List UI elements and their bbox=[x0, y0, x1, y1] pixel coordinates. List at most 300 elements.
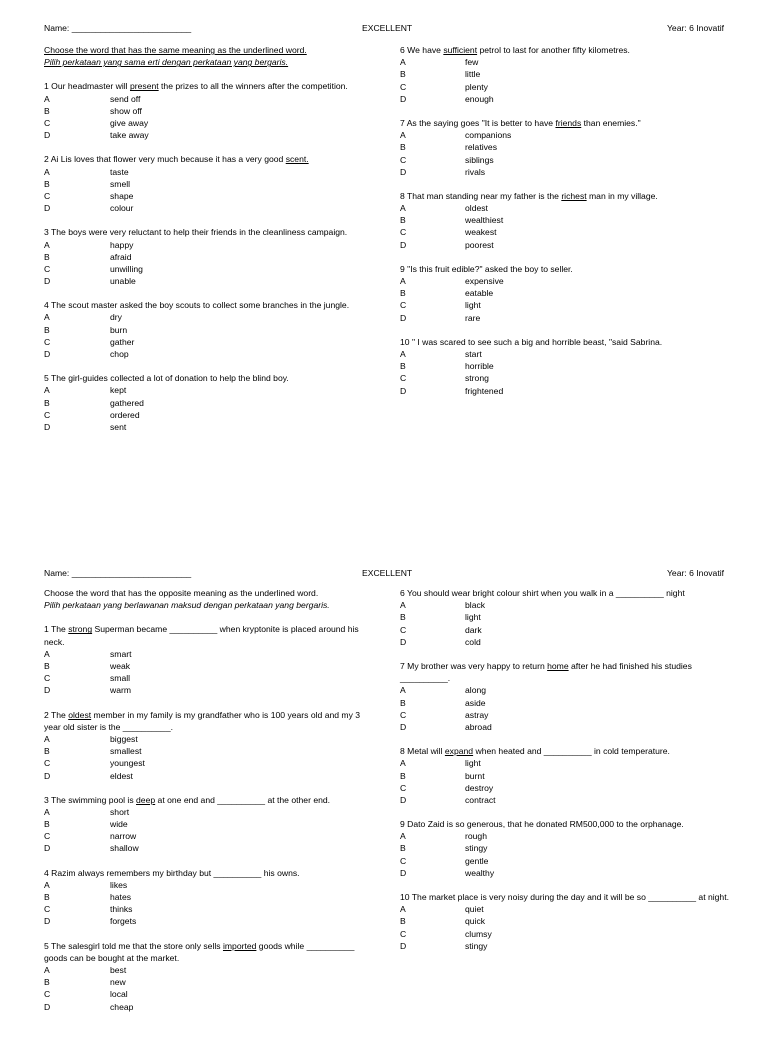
option-text: destroy bbox=[465, 782, 494, 793]
answer-option-a[interactable] bbox=[400, 684, 730, 696]
option-text: take away bbox=[110, 130, 149, 141]
option-letter: D bbox=[44, 203, 51, 214]
option-letter: D bbox=[44, 276, 51, 287]
option-letter: D bbox=[400, 867, 407, 878]
option-letter: C bbox=[400, 81, 407, 92]
option-letter: B bbox=[400, 697, 406, 708]
option-letter: A bbox=[400, 685, 406, 696]
option-letter: A bbox=[400, 758, 406, 769]
left-column bbox=[44, 587, 364, 1013]
answer-option-a[interactable] bbox=[44, 239, 364, 251]
answer-option-a[interactable] bbox=[44, 166, 364, 178]
option-text: thinks bbox=[110, 904, 133, 915]
question-2 bbox=[44, 709, 364, 782]
option-letter: B bbox=[400, 142, 406, 153]
option-text: frightened bbox=[465, 385, 504, 396]
question-2 bbox=[44, 153, 364, 214]
name-field-label: Name: _________________________ bbox=[44, 568, 192, 578]
answer-option-b[interactable] bbox=[400, 697, 730, 709]
answer-option-a[interactable] bbox=[400, 275, 730, 287]
option-letter: A bbox=[400, 203, 406, 214]
answer-option-d[interactable] bbox=[400, 166, 730, 178]
option-letter: C bbox=[44, 336, 51, 347]
option-letter: A bbox=[44, 385, 50, 396]
option-text: kept bbox=[110, 385, 127, 396]
option-text: rare bbox=[465, 312, 481, 323]
option-text: smallest bbox=[110, 746, 142, 757]
option-letter: B bbox=[44, 661, 50, 671]
question-stem: 10 The market place is very noisy during the day and it will be so __________ at night. bbox=[400, 892, 729, 903]
question-10 bbox=[400, 336, 730, 397]
option-letter: B bbox=[44, 892, 50, 903]
option-letter: B bbox=[44, 746, 50, 757]
option-letter: C bbox=[400, 709, 407, 720]
option-text: shallow bbox=[110, 843, 139, 854]
option-text: smart bbox=[110, 648, 132, 659]
answer-option-b[interactable] bbox=[44, 251, 364, 263]
answer-option-c[interactable] bbox=[44, 263, 364, 275]
option-letter: D bbox=[44, 843, 51, 854]
option-text: relatives bbox=[465, 142, 497, 153]
answer-option-c[interactable] bbox=[44, 988, 364, 1000]
option-text: unwilling bbox=[110, 263, 143, 274]
question-stem: 7 My brother was very happy to return home after he had finished his studies __________. bbox=[400, 660, 692, 684]
answer-option-a[interactable] bbox=[44, 384, 364, 396]
answer-option-c[interactable] bbox=[400, 372, 730, 384]
option-letter: D bbox=[44, 130, 51, 141]
option-text: eatable bbox=[465, 288, 494, 299]
instruction-malay: Pilih perkataan yang berlawanan maksud dengan perkataan yang bergaris. bbox=[44, 600, 330, 611]
option-text: aside bbox=[465, 697, 486, 708]
option-letter: C bbox=[44, 831, 51, 842]
underlined-word: richest bbox=[561, 190, 587, 201]
option-text: stingy bbox=[465, 940, 488, 951]
option-text: astray bbox=[465, 709, 489, 720]
answer-option-b[interactable] bbox=[400, 214, 730, 226]
answer-option-b[interactable] bbox=[400, 770, 730, 782]
option-text: sent bbox=[110, 421, 127, 432]
option-letter: D bbox=[400, 721, 407, 732]
answer-option-d[interactable] bbox=[44, 129, 364, 141]
option-letter: D bbox=[44, 685, 51, 696]
answer-option-c[interactable] bbox=[44, 903, 364, 915]
question-10 bbox=[400, 891, 730, 952]
option-letter: B bbox=[44, 178, 50, 189]
question-stem: 3 The boys were very reluctant to help their friends in the cleanliness campaign. bbox=[44, 227, 348, 238]
option-text: black bbox=[465, 600, 486, 611]
answer-option-d[interactable] bbox=[44, 915, 364, 927]
option-text: smell bbox=[110, 178, 131, 189]
option-letter: D bbox=[400, 93, 407, 104]
answer-option-d[interactable] bbox=[44, 275, 364, 287]
option-letter: B bbox=[44, 324, 50, 335]
option-text: little bbox=[465, 69, 481, 80]
underlined-word: scent. bbox=[285, 154, 309, 165]
question-4 bbox=[44, 867, 364, 928]
option-letter: C bbox=[400, 373, 407, 384]
question-stem: 9 "Is this fruit edible?" asked the boy to seller. bbox=[400, 263, 573, 274]
question-7 bbox=[400, 117, 730, 178]
answer-option-c[interactable] bbox=[44, 409, 364, 421]
option-letter: D bbox=[400, 312, 407, 323]
answer-option-b[interactable] bbox=[400, 287, 730, 299]
option-letter: A bbox=[44, 312, 50, 323]
option-text: biggest bbox=[110, 733, 138, 744]
answer-option-c[interactable] bbox=[44, 336, 364, 348]
option-text: chop bbox=[110, 349, 129, 360]
option-letter: B bbox=[44, 251, 50, 262]
option-text: best bbox=[110, 965, 127, 976]
worksheet-opposite-meaning bbox=[0, 567, 768, 1047]
option-letter: B bbox=[400, 612, 406, 623]
underlined-word: present bbox=[129, 81, 159, 92]
option-text: youngest bbox=[110, 758, 145, 769]
option-text: start bbox=[465, 349, 482, 360]
option-letter: B bbox=[400, 288, 406, 299]
answer-option-d[interactable] bbox=[44, 202, 364, 214]
option-text: abroad bbox=[465, 721, 492, 732]
underlined-word: strong bbox=[68, 624, 93, 635]
answer-option-d[interactable] bbox=[400, 239, 730, 251]
year-label: Year: 6 Inovatif bbox=[666, 568, 724, 578]
option-text: horrible bbox=[465, 361, 494, 372]
question-stem: 6 You should wear bright colour shirt when you walk in a __________ night bbox=[400, 588, 685, 598]
option-letter: B bbox=[44, 977, 50, 988]
question-9 bbox=[400, 818, 730, 879]
question-5 bbox=[44, 940, 364, 1013]
option-text: gathered bbox=[110, 397, 144, 408]
option-text: plenty bbox=[465, 81, 488, 92]
year-label: Year: 6 Inovatif bbox=[666, 23, 724, 33]
answer-option-c[interactable] bbox=[400, 81, 730, 93]
answer-option-c[interactable] bbox=[44, 672, 364, 684]
option-text: stingy bbox=[465, 843, 488, 854]
worksheet-same-meaning bbox=[0, 22, 768, 502]
answer-option-d[interactable] bbox=[44, 348, 364, 360]
answer-option-c[interactable] bbox=[400, 855, 730, 867]
answer-option-a[interactable] bbox=[400, 830, 730, 842]
answer-option-b[interactable] bbox=[44, 976, 364, 988]
answer-option-d[interactable] bbox=[400, 636, 730, 648]
option-text: light bbox=[465, 758, 481, 769]
answer-option-b[interactable] bbox=[400, 68, 730, 80]
answer-option-a[interactable] bbox=[44, 806, 364, 818]
question-9 bbox=[400, 263, 730, 324]
question-stem: 9 Dato Zaid is so generous, that he donated RM500,000 to the orphanage. bbox=[400, 819, 684, 830]
option-letter: B bbox=[400, 843, 406, 854]
option-text: gentle bbox=[465, 855, 489, 866]
option-text: burnt bbox=[465, 770, 485, 781]
option-letter: A bbox=[400, 57, 406, 68]
answer-option-c[interactable] bbox=[400, 709, 730, 721]
underlined-word: oldest bbox=[68, 709, 92, 720]
answer-option-b[interactable] bbox=[400, 141, 730, 153]
right-column bbox=[400, 44, 730, 397]
question-stem: 1 Our headmaster will present the prizes to all the winners after the competition. bbox=[44, 81, 348, 92]
option-text: small bbox=[110, 673, 131, 684]
answer-option-a[interactable] bbox=[400, 903, 730, 915]
question-stem: 2 The oldest member in my family is my grandfather who is 100 years old and my 3 year old sister is the __________. bbox=[44, 709, 361, 732]
answer-option-b[interactable] bbox=[400, 611, 730, 623]
option-text: light bbox=[465, 300, 481, 311]
option-text: short bbox=[110, 806, 130, 817]
option-letter: D bbox=[400, 794, 407, 805]
option-letter: A bbox=[44, 648, 50, 659]
option-letter: D bbox=[44, 916, 51, 927]
option-letter: C bbox=[44, 904, 51, 915]
answer-option-c[interactable] bbox=[400, 226, 730, 238]
underlined-word: deep bbox=[136, 794, 156, 805]
option-letter: D bbox=[400, 636, 407, 647]
answer-option-b[interactable] bbox=[44, 745, 364, 757]
answer-option-d[interactable] bbox=[44, 421, 364, 433]
question-6 bbox=[400, 587, 730, 648]
question-stem: 3 The swimming pool is deep at one end and __________ at the other end. bbox=[44, 794, 331, 805]
answer-option-d[interactable] bbox=[400, 794, 730, 806]
instruction-malay: Pilih perkataan yang sama erti dengan perkataan yang bergaris. bbox=[44, 57, 289, 68]
option-text: taste bbox=[110, 166, 129, 177]
option-letter: A bbox=[400, 130, 406, 141]
answer-option-d[interactable] bbox=[44, 1001, 364, 1013]
answer-option-a[interactable] bbox=[44, 733, 364, 745]
answer-option-b[interactable] bbox=[44, 891, 364, 903]
answer-option-a[interactable] bbox=[400, 129, 730, 141]
answer-option-a[interactable] bbox=[400, 348, 730, 360]
option-letter: A bbox=[44, 733, 50, 744]
answer-option-b[interactable] bbox=[44, 397, 364, 409]
option-letter: B bbox=[400, 916, 406, 927]
instruction-english: Choose the word that has the opposite meaning as the underlined word. bbox=[44, 588, 319, 598]
option-text: weak bbox=[110, 661, 131, 671]
option-text: wide bbox=[110, 819, 128, 830]
option-text: new bbox=[110, 977, 126, 988]
underlined-word: imported bbox=[222, 940, 257, 951]
option-text: ordered bbox=[110, 409, 140, 420]
option-text: contract bbox=[465, 794, 496, 805]
option-letter: B bbox=[400, 770, 406, 781]
option-text: shape bbox=[110, 190, 134, 201]
question-3 bbox=[44, 226, 364, 287]
option-letter: B bbox=[44, 397, 50, 408]
name-field-label: Name: _________________________ bbox=[44, 23, 192, 33]
question-7 bbox=[400, 660, 730, 733]
answer-option-a[interactable] bbox=[44, 879, 364, 891]
answer-option-c[interactable] bbox=[44, 117, 364, 129]
option-letter: D bbox=[44, 421, 51, 432]
option-letter: C bbox=[44, 190, 51, 201]
answer-option-a[interactable] bbox=[44, 311, 364, 323]
option-letter: B bbox=[400, 361, 406, 372]
option-text: siblings bbox=[465, 154, 494, 165]
answer-option-c[interactable] bbox=[44, 757, 364, 769]
answer-option-d[interactable] bbox=[400, 867, 730, 879]
answer-option-c[interactable] bbox=[400, 624, 730, 636]
question-1 bbox=[44, 80, 364, 141]
question-stem: 7 As the saying goes "It is better to have friends than enemies." bbox=[400, 117, 641, 128]
question-stem: 8 That man standing near my father is the richest man in my village. bbox=[400, 190, 658, 201]
question-6 bbox=[400, 44, 730, 105]
option-letter: C bbox=[44, 117, 51, 128]
answer-option-d[interactable] bbox=[400, 312, 730, 324]
option-letter: B bbox=[44, 819, 50, 830]
answer-option-b[interactable] bbox=[44, 660, 364, 672]
option-text: cheap bbox=[110, 1001, 134, 1012]
option-text: wealthiest bbox=[465, 215, 504, 226]
option-text: weakest bbox=[465, 227, 497, 238]
answer-option-d[interactable] bbox=[400, 93, 730, 105]
option-letter: A bbox=[400, 276, 406, 287]
question-4 bbox=[44, 299, 364, 360]
option-letter: D bbox=[44, 1001, 51, 1012]
option-letter: A bbox=[44, 879, 50, 890]
answer-option-b[interactable] bbox=[44, 818, 364, 830]
option-text: wealthy bbox=[465, 867, 495, 878]
option-text: give away bbox=[110, 117, 149, 128]
option-letter: C bbox=[400, 855, 407, 866]
option-letter: A bbox=[44, 965, 50, 976]
option-letter: A bbox=[400, 600, 406, 611]
option-letter: A bbox=[44, 166, 50, 177]
option-letter: B bbox=[400, 215, 406, 226]
answer-option-b[interactable] bbox=[44, 105, 364, 117]
option-letter: A bbox=[400, 831, 406, 842]
option-text: along bbox=[465, 685, 487, 696]
option-text: eldest bbox=[110, 770, 133, 781]
option-letter: C bbox=[44, 673, 51, 684]
underlined-word: friends bbox=[555, 117, 582, 128]
option-text: dry bbox=[110, 312, 122, 323]
answer-option-c[interactable] bbox=[44, 830, 364, 842]
option-text: oldest bbox=[465, 203, 488, 214]
answer-option-d[interactable] bbox=[400, 721, 730, 733]
option-text: gather bbox=[110, 336, 135, 347]
option-text: unable bbox=[110, 276, 136, 287]
class-label: EXCELLENT bbox=[362, 23, 413, 33]
question-1 bbox=[44, 623, 364, 696]
option-text: rough bbox=[465, 831, 487, 842]
option-text: happy bbox=[110, 239, 134, 250]
question-stem: 4 Razim always remembers my birthday but __________ his owns. bbox=[44, 867, 300, 878]
answer-option-c[interactable] bbox=[400, 928, 730, 940]
option-letter: D bbox=[400, 166, 407, 177]
option-letter: D bbox=[44, 349, 51, 360]
question-stem: 6 We have sufficient petrol to last for another fifty kilometres. bbox=[400, 45, 630, 55]
option-text: companions bbox=[465, 130, 512, 141]
answer-option-d[interactable] bbox=[400, 385, 730, 397]
option-text: cold bbox=[465, 636, 481, 647]
question-8 bbox=[400, 190, 730, 251]
option-text: warm bbox=[110, 685, 132, 696]
answer-option-a[interactable] bbox=[400, 599, 730, 611]
option-letter: A bbox=[400, 904, 406, 915]
option-letter: D bbox=[400, 385, 407, 396]
option-letter: B bbox=[400, 69, 406, 80]
option-text: afraid bbox=[110, 251, 132, 262]
option-letter: D bbox=[400, 239, 407, 250]
answer-option-c[interactable] bbox=[400, 154, 730, 166]
option-text: show off bbox=[110, 105, 142, 116]
question-8 bbox=[400, 745, 730, 806]
answer-option-a[interactable] bbox=[400, 202, 730, 214]
answer-option-a[interactable] bbox=[44, 964, 364, 976]
answer-option-c[interactable] bbox=[400, 782, 730, 794]
option-letter: C bbox=[400, 624, 407, 635]
option-letter: A bbox=[400, 349, 406, 360]
option-text: hates bbox=[110, 892, 132, 903]
option-letter: C bbox=[44, 409, 51, 420]
answer-option-d[interactable] bbox=[44, 684, 364, 696]
answer-option-a[interactable] bbox=[44, 93, 364, 105]
option-text: few bbox=[465, 57, 479, 68]
option-text: rivals bbox=[465, 166, 486, 177]
option-letter: A bbox=[44, 93, 50, 104]
option-letter: C bbox=[400, 782, 407, 793]
question-5 bbox=[44, 372, 364, 433]
option-text: burn bbox=[110, 324, 128, 335]
instruction-english: Choose the word that has the same meaning as the underlined word. bbox=[44, 45, 307, 55]
option-text: dark bbox=[465, 624, 482, 635]
option-text: quick bbox=[465, 916, 486, 927]
question-stem: 2 Ai Lis loves that flower very much because it has a very good scent. bbox=[44, 154, 309, 165]
underlined-word: sufficient bbox=[443, 45, 478, 55]
option-text: colour bbox=[110, 203, 134, 214]
option-letter: D bbox=[400, 940, 407, 951]
question-stem: 8 Metal will expand when heated and __________ in cold temperature. bbox=[400, 746, 670, 757]
option-text: narrow bbox=[110, 831, 137, 842]
option-letter: A bbox=[44, 239, 50, 250]
answer-option-a[interactable] bbox=[400, 757, 730, 769]
sheet-header bbox=[44, 567, 724, 579]
answer-option-b[interactable] bbox=[400, 360, 730, 372]
sheet-header bbox=[44, 22, 724, 34]
answer-option-b[interactable] bbox=[400, 842, 730, 854]
answer-option-d[interactable] bbox=[44, 842, 364, 854]
option-text: forgets bbox=[110, 916, 137, 927]
option-text: strong bbox=[465, 373, 489, 384]
right-column bbox=[400, 587, 730, 952]
option-letter: C bbox=[400, 227, 407, 238]
answer-option-b[interactable] bbox=[44, 324, 364, 336]
answer-option-d[interactable] bbox=[44, 770, 364, 782]
option-text: send off bbox=[110, 93, 141, 104]
answer-option-b[interactable] bbox=[44, 178, 364, 190]
left-column bbox=[44, 44, 364, 433]
question-stem: 5 The girl-guides collected a lot of donation to help the blind boy. bbox=[44, 373, 289, 384]
answer-option-d[interactable] bbox=[400, 940, 730, 952]
underlined-word: home bbox=[547, 660, 569, 671]
question-stem: 4 The scout master asked the boy scouts to collect some branches in the jungle. bbox=[44, 300, 350, 311]
option-letter: D bbox=[44, 770, 51, 781]
answer-option-c[interactable] bbox=[44, 190, 364, 202]
class-label: EXCELLENT bbox=[362, 568, 413, 578]
option-text: poorest bbox=[465, 239, 494, 250]
answer-option-b[interactable] bbox=[400, 915, 730, 927]
answer-option-a[interactable] bbox=[400, 56, 730, 68]
option-text: quiet bbox=[465, 904, 484, 915]
option-letter: A bbox=[44, 806, 50, 817]
option-letter: C bbox=[44, 989, 51, 1000]
option-letter: C bbox=[400, 154, 407, 165]
option-letter: B bbox=[44, 105, 50, 116]
answer-option-c[interactable] bbox=[400, 299, 730, 311]
answer-option-a[interactable] bbox=[44, 648, 364, 660]
option-text: likes bbox=[110, 879, 128, 890]
option-text: local bbox=[110, 989, 128, 1000]
option-letter: C bbox=[400, 928, 407, 939]
question-3 bbox=[44, 794, 364, 855]
option-letter: C bbox=[44, 263, 51, 274]
option-letter: C bbox=[400, 300, 407, 311]
